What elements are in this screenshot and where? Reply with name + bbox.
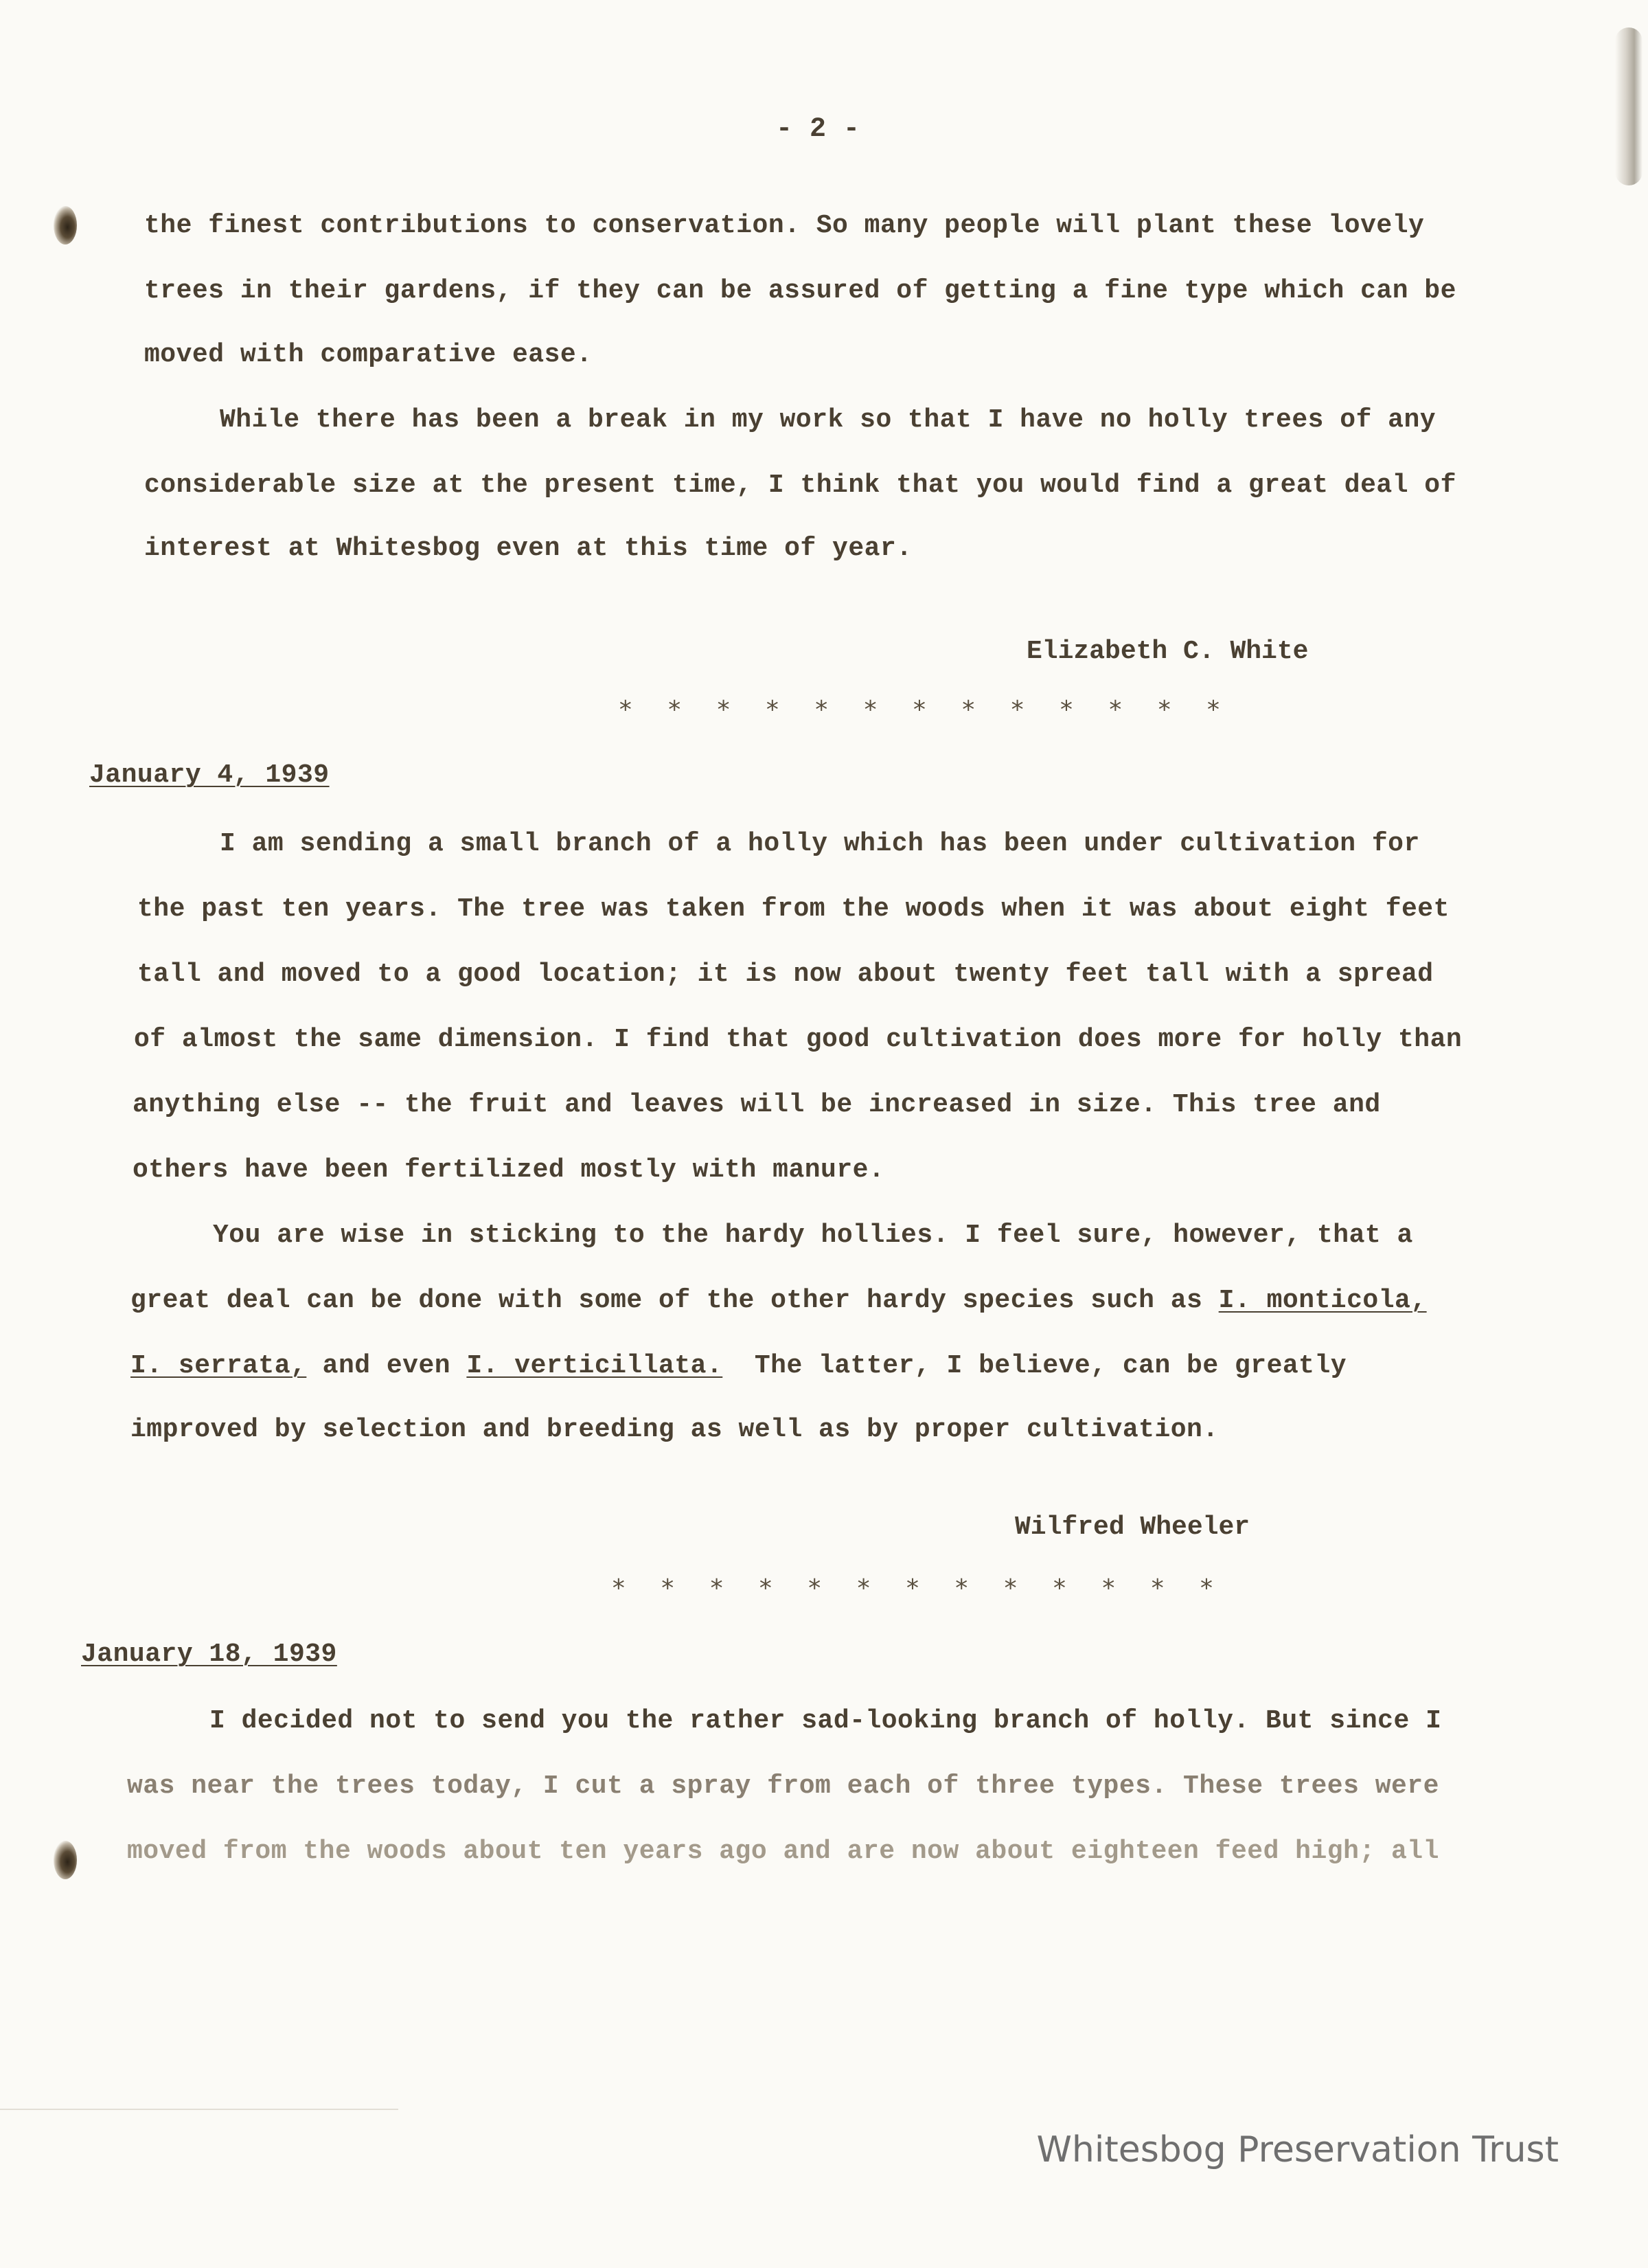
separator-stars-2: * * * * * * * * * * * * * (611, 1574, 1224, 1602)
letter-3-line-1: I decided not to send you the rather sad-looking branch of holly. But since I (209, 1706, 1442, 1736)
date-heading-january-18: January 18, 1939 (81, 1640, 337, 1669)
letter-2-line-4: of almost the same dimension. I find that good cultivation does more for holly than (134, 1025, 1463, 1054)
letter-2-line-3: tall and moved to a good location; it is now about twenty feet tall with a spread (137, 960, 1434, 989)
letter-1-line-1: the finest contributions to conservation. So many people will plant these lovely (144, 211, 1425, 240)
letter-2-line-5: anything else -- the fruit and leaves will be increased in size. This tree and (133, 1090, 1381, 1120)
letter-2-line-8-text: great deal can be done with some of the other hardy species such as (130, 1286, 1203, 1315)
letter-2-line-1: I am sending a small branch of a holly which has been under cultivation for (220, 829, 1420, 859)
watermark: Whitesbog Preservation Trust (1036, 2129, 1559, 2170)
letter-3-line-3: moved from the woods about ten years ago and are now about eighteen feed high; all (127, 1837, 1439, 1866)
letter-1-line-5: considerable size at the present time, I think that you would find a great deal of (144, 470, 1456, 500)
letter-1-line-6: interest at Whitesbog even at this time of year. (144, 534, 913, 563)
letter-2-line-9-middle: and even (306, 1351, 467, 1381)
letter-2-line-7: You are wise in sticking to the hardy hollies. I feel sure, however, that a (213, 1221, 1413, 1250)
letter-2-line-6: others have been fertilized mostly with manure. (133, 1155, 885, 1185)
letter-2-line-9 (130, 1353, 1347, 1379)
letter-2-line-2: the past ten years. The tree was taken from the woods when it was about eight feet (137, 894, 1450, 924)
letter-3-line-2: was near the trees today, I cut a spray from each of three types. These trees were (127, 1771, 1439, 1801)
species-serrata: I. serrata, (130, 1351, 307, 1381)
letter-1-line-4: While there has been a break in my work so that I have no holly trees of any (220, 405, 1437, 435)
punch-hole-bottom (54, 1841, 77, 1879)
bottom-rule (0, 2109, 398, 2110)
species-verticillata: I. verticillata. (466, 1351, 723, 1381)
letter-1-line-3: moved with comparative ease. (144, 340, 593, 370)
separator-stars-1: * * * * * * * * * * * * * (618, 696, 1231, 724)
page-number: - 2 - (776, 114, 860, 145)
paper-edge-stain (1615, 27, 1643, 185)
letter-2-line-10: improved by selection and breeding as well as by proper cultivation. (130, 1415, 1219, 1444)
punch-hole-top (54, 206, 77, 245)
letter-1-line-2: trees in their gardens, if they can be assured of getting a fine type which can be (144, 276, 1456, 306)
date-heading-january-4: January 4, 1939 (89, 760, 330, 790)
letter-2-line-8 (130, 1288, 1427, 1314)
species-monticola: I. monticola, (1218, 1286, 1427, 1315)
letter-2-line-9-end: The latter, I believe, can be greatly (722, 1351, 1347, 1381)
signature-wilfred-wheeler: Wilfred Wheeler (1015, 1512, 1250, 1542)
signature-elizabeth-white: Elizabeth C. White (1027, 637, 1309, 666)
